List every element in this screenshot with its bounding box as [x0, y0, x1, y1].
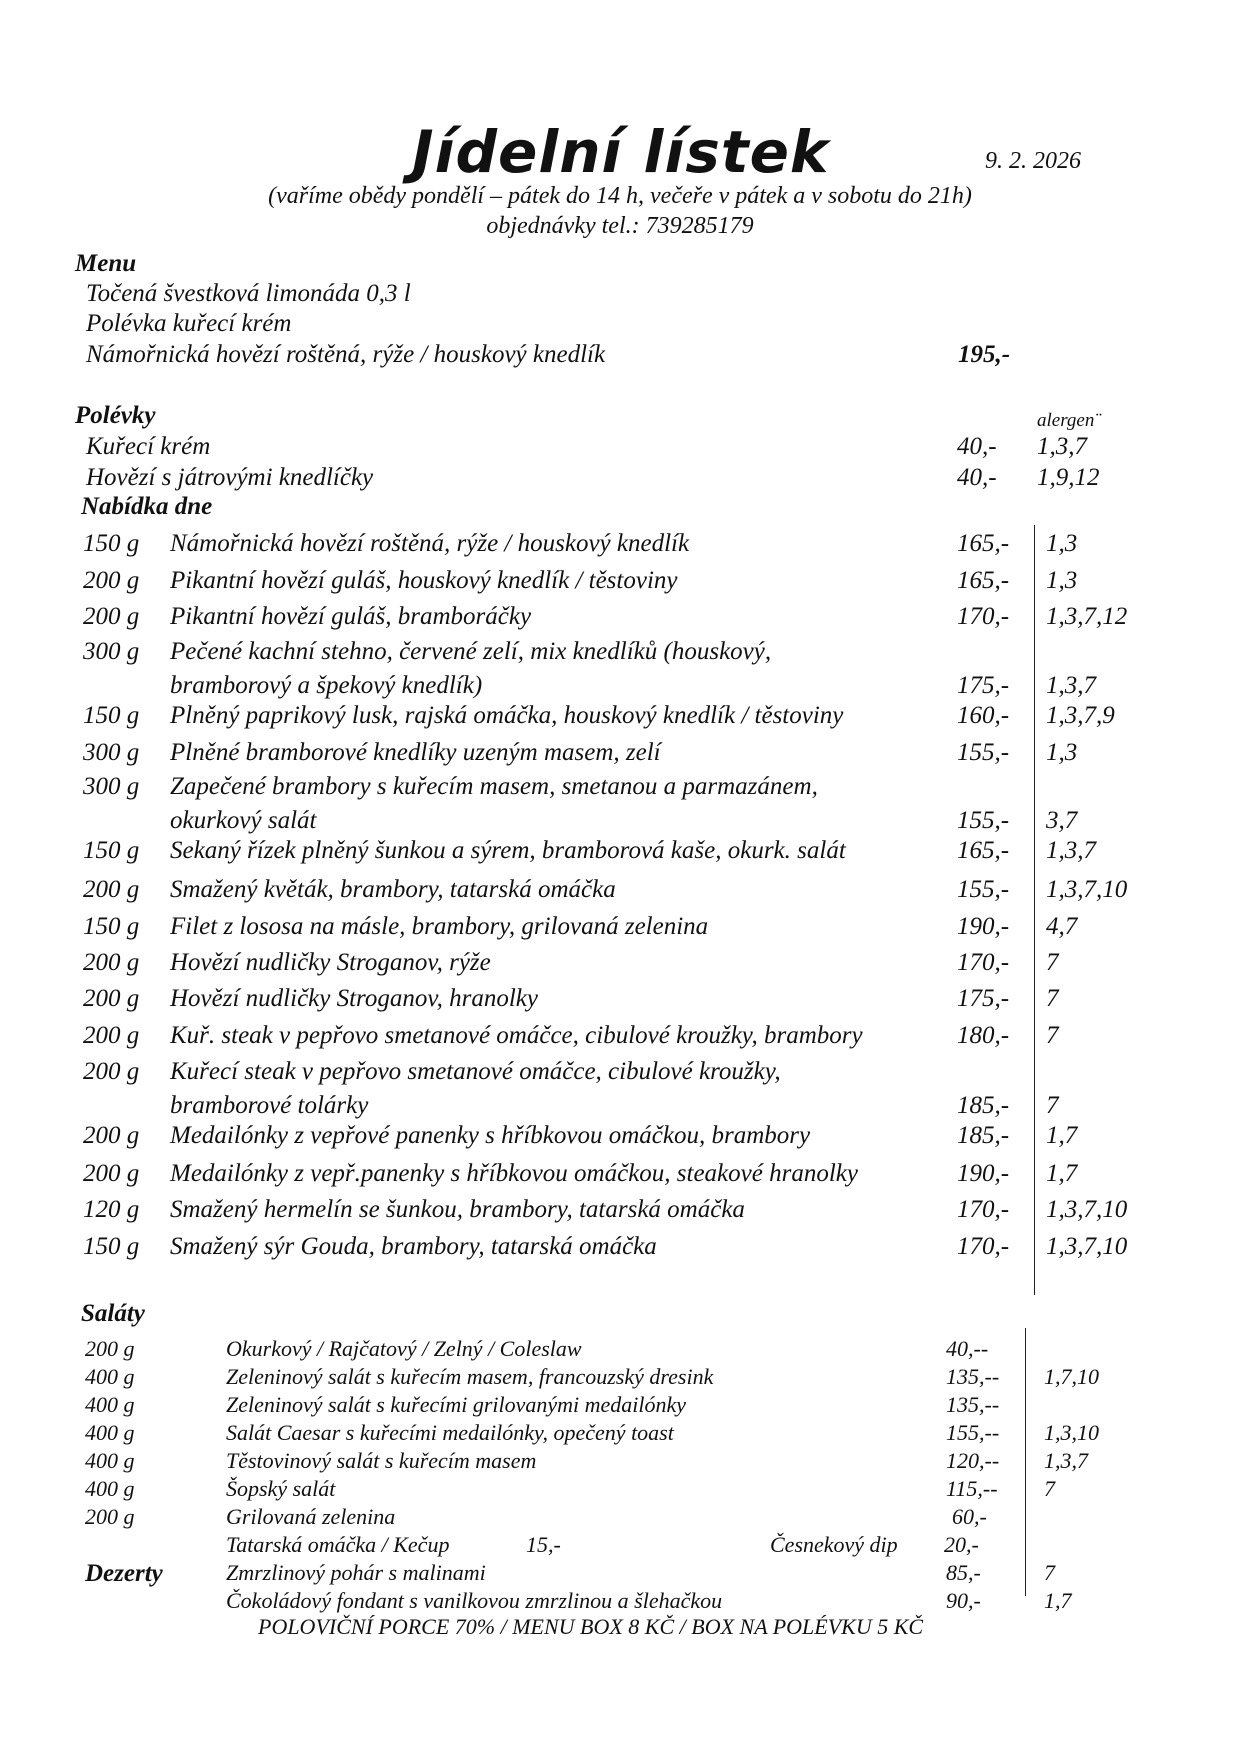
dish-name: Námořnická hovězí roštěná, rýže / houskový knedlík [170, 530, 690, 557]
allergen-label: alergen¨ [1037, 410, 1101, 431]
dish-weight: 200 g [83, 876, 140, 903]
salad-allergens: 1,7,10 [1044, 1364, 1099, 1389]
dish-name: Pikantní hovězí guláš, bramboráčky [170, 603, 532, 630]
dish-allergens: 7 [1046, 985, 1059, 1012]
dish-name: Sekaný řízek plněný šunkou a sýrem, bramborová kaše, okurk. salát [170, 837, 846, 864]
dish-allergens: 1,3,7 [1046, 672, 1096, 699]
dish-allergens: 7 [1046, 1092, 1059, 1119]
sauce-name: Česnekový dip [770, 1532, 898, 1557]
footer-note: POLOVIČNÍ PORCE 70% / MENU BOX 8 KČ / BOX NA POLÉVKU 5 KČ [258, 1614, 924, 1639]
salad-name: Salát Caesar s kuřecími medailónky, opečený toast [226, 1420, 674, 1445]
dish-allergens: 1,3,7,10 [1046, 1196, 1128, 1223]
dish-allergens: 1,3,7,10 [1046, 1233, 1128, 1260]
soups-heading: Polévky [75, 402, 156, 429]
soup-allergens: 1,9,12 [1037, 464, 1100, 491]
dish-price: 170,- [957, 1196, 1010, 1223]
salads-heading: Saláty [81, 1300, 145, 1327]
dish-name: Medailónky z vepřové panenky s hříbkovou omáčkou, brambory [170, 1122, 811, 1149]
dish-name: Smažený hermelín se šunkou, brambory, tatarská omáčka [170, 1196, 745, 1223]
order-phone: objednávky tel.: 739285179 [486, 213, 754, 239]
dish-weight: 200 g [83, 949, 140, 976]
dish-allergens: 7 [1046, 1022, 1059, 1049]
salad-weight: 400 g [85, 1420, 135, 1445]
desserts-heading: Dezerty [85, 1560, 163, 1587]
salad-name: Šopský salát [226, 1476, 336, 1501]
dish-weight: 200 g [83, 1122, 140, 1149]
dish-allergens: 1,3 [1046, 530, 1078, 557]
dessert-allergens: 7 [1044, 1560, 1055, 1585]
salad-price: 135,-- [946, 1392, 1000, 1417]
dessert-allergens: 1,7 [1044, 1588, 1072, 1613]
dish-name: Smažený sýr Gouda, brambory, tatarská omáčka [170, 1233, 657, 1260]
dish-allergens: 7 [1046, 949, 1059, 976]
dish-price: 155,- [957, 876, 1010, 903]
dish-name: Kuřecí steak v pepřovo smetanové omáčce, cibulové kroužky, [170, 1058, 781, 1085]
salad-weight: 400 g [85, 1476, 135, 1501]
dish-price: 170,- [957, 603, 1010, 630]
dish-allergens: 1,3,7 [1046, 837, 1096, 864]
dish-weight: 150 g [83, 702, 140, 729]
dish-allergens: 4,7 [1046, 913, 1078, 940]
dish-name: Smažený květák, brambory, tatarská omáčka [170, 876, 616, 903]
salad-name: Zeleninový salát s kuřecími grilovanými medailónky [226, 1392, 687, 1417]
dish-name: Pečené kachní stehno, červené zelí, mix knedlíků (houskový, [170, 638, 772, 665]
salad-price: 120,-- [946, 1448, 1000, 1473]
salad-weight: 400 g [85, 1448, 135, 1473]
dish-allergens: 1,3 [1046, 567, 1078, 594]
dish-name: Hovězí nudličky Stroganov, hranolky [170, 985, 538, 1012]
menu-heading: Menu [75, 250, 137, 277]
dish-price: 180,- [957, 1022, 1010, 1049]
menu-price: 195,- [958, 341, 1011, 368]
dish-price: 160,- [957, 702, 1010, 729]
dish-weight: 150 g [83, 837, 140, 864]
dish-price: 175,- [957, 672, 1010, 699]
salad-price: 115,-- [946, 1476, 998, 1501]
salad-name: Grilovaná zelenina [226, 1504, 396, 1529]
daily-heading: Nabídka dne [81, 493, 213, 520]
dish-price: 155,- [957, 739, 1010, 766]
dish-weight: 300 g [83, 739, 140, 766]
soup-allergens: 1,3,7 [1037, 433, 1087, 460]
soup-name: Kuřecí krém [86, 433, 211, 460]
salad-price: 60,- [952, 1504, 987, 1529]
dish-name: Plněné bramborové knedlíky uzeným masem, zelí [170, 739, 661, 766]
page-title: Jídelní lístek [412, 118, 830, 186]
dish-name-continued: bramborové tolárky [170, 1092, 369, 1119]
sauce-price: 20,- [944, 1532, 979, 1557]
soup-price: 40,- [957, 433, 997, 460]
dish-name-continued: bramborový a špekový knedlík) [170, 672, 483, 699]
dish-price: 185,- [957, 1122, 1010, 1149]
dish-name: Pikantní hovězí guláš, houskový knedlík / těstoviny [170, 567, 678, 594]
dish-name: Hovězí nudličky Stroganov, rýže [170, 949, 491, 976]
dish-allergens: 1,3,7,10 [1046, 876, 1128, 903]
dish-price: 165,- [957, 530, 1010, 557]
salad-weight: 200 g [85, 1336, 135, 1361]
dessert-price: 85,- [946, 1560, 981, 1585]
dish-weight: 200 g [83, 1022, 140, 1049]
sauce-name: Tatarská omáčka / Kečup [226, 1532, 450, 1557]
soup-price: 40,- [957, 464, 997, 491]
dish-name: Plněný paprikový lusk, rajská omáčka, houskový knedlík / těstoviny [170, 702, 844, 729]
salad-price: 135,-- [946, 1364, 1000, 1389]
dish-name: Kuř. steak v pepřovo smetanové omáčce, cibulové kroužky, brambory [170, 1022, 863, 1049]
dish-allergens: 1,3,7,12 [1046, 603, 1128, 630]
dish-weight: 150 g [83, 530, 140, 557]
dessert-price: 90,- [946, 1588, 981, 1613]
salad-weight: 400 g [85, 1364, 135, 1389]
allergen-divider [1025, 1328, 1026, 1596]
dish-weight: 120 g [83, 1196, 140, 1223]
dish-weight: 300 g [83, 773, 140, 800]
dish-price: 175,- [957, 985, 1010, 1012]
dish-allergens: 1,7 [1046, 1122, 1078, 1149]
dish-price: 190,- [957, 913, 1010, 940]
dish-weight: 200 g [83, 1058, 140, 1085]
dish-weight: 150 g [83, 1233, 140, 1260]
dish-name: Zapečené brambory s kuřecím masem, smetanou a parmazánem, [170, 773, 818, 800]
menu-line: Točená švestková limonáda 0,3 l [86, 280, 411, 307]
dish-price: 190,- [957, 1160, 1010, 1187]
soup-name: Hovězí s játrovými knedlíčky [86, 464, 374, 491]
salad-allergens: 7 [1044, 1476, 1055, 1501]
dish-weight: 200 g [83, 985, 140, 1012]
dish-price: 155,- [957, 807, 1010, 834]
salad-name: Okurkový / Rajčatový / Zelný / Coleslaw [226, 1336, 582, 1361]
salad-name: Zeleninový salát s kuřecím masem, francouzský dresink [226, 1364, 714, 1389]
dish-price: 165,- [957, 567, 1010, 594]
dish-weight: 200 g [83, 567, 140, 594]
salad-name: Těstovinový salát s kuřecím masem [226, 1448, 537, 1473]
dish-weight: 200 g [83, 1160, 140, 1187]
dish-weight: 200 g [83, 603, 140, 630]
salad-price: 40,-- [946, 1336, 989, 1361]
dish-allergens: 3,7 [1046, 807, 1078, 834]
menu-date: 9. 2. 2026 [985, 148, 1081, 174]
dish-price: 185,- [957, 1092, 1010, 1119]
allergen-divider [1034, 525, 1035, 1295]
opening-hours: (vaříme obědy pondělí – pátek do 14 h, večeře v pátek a v sobotu do 21h) [268, 183, 972, 209]
dish-name: Medailónky z vepř.panenky s hříbkovou omáčkou, steakové hranolky [170, 1160, 858, 1187]
sauce-price: 15,- [526, 1532, 561, 1557]
dish-allergens: 1,7 [1046, 1160, 1078, 1187]
salad-price: 155,-- [946, 1420, 1000, 1445]
dish-name: Filet z lososa na másle, brambory, grilovaná zelenina [170, 913, 709, 940]
menu-line: Námořnická hovězí roštěná, rýže / houskový knedlík [86, 341, 606, 368]
dish-price: 170,- [957, 949, 1010, 976]
salad-weight: 200 g [85, 1504, 135, 1529]
dish-weight: 150 g [83, 913, 140, 940]
dessert-name: Čokoládový fondant s vanilkovou zmrzlinou a šlehačkou [226, 1588, 723, 1613]
salad-weight: 400 g [85, 1392, 135, 1417]
dish-allergens: 1,3 [1046, 739, 1078, 766]
dish-price: 165,- [957, 837, 1010, 864]
salad-allergens: 1,3,10 [1044, 1420, 1099, 1445]
dish-weight: 300 g [83, 638, 140, 665]
menu-line: Polévka kuřecí krém [86, 310, 292, 337]
dessert-name: Zmrzlinový pohár s malinami [226, 1560, 486, 1585]
dish-price: 170,- [957, 1233, 1010, 1260]
dish-allergens: 1,3,7,9 [1046, 702, 1115, 729]
dish-name-continued: okurkový salát [170, 807, 317, 834]
salad-allergens: 1,3,7 [1044, 1448, 1088, 1473]
